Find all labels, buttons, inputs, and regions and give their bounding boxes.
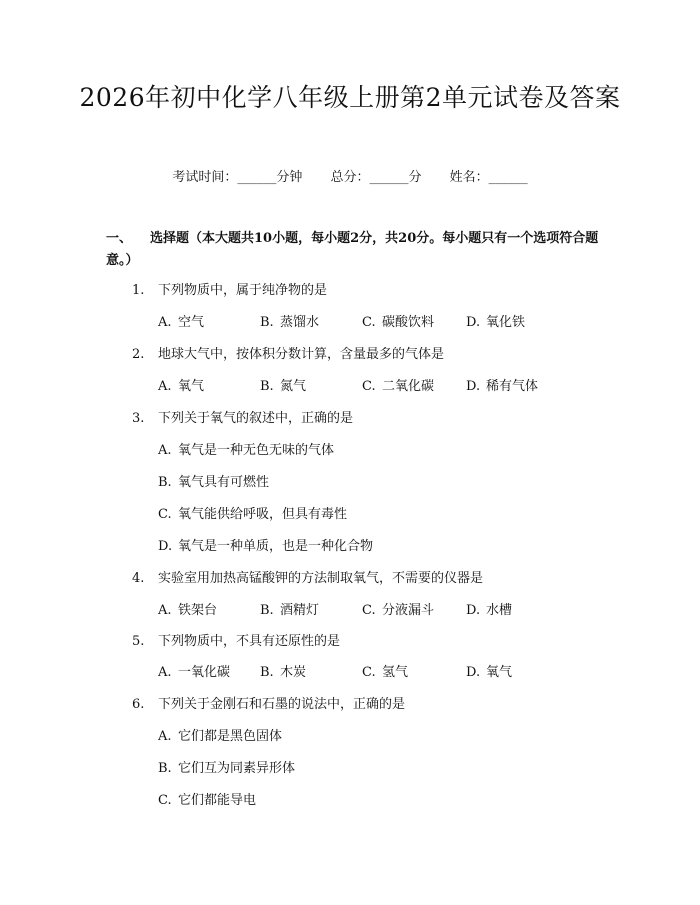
question-number: 3.	[132, 411, 145, 426]
option-item	[466, 314, 525, 332]
option-text: 空气	[178, 315, 205, 330]
option-letter: A.	[158, 315, 172, 330]
option-item	[466, 602, 512, 620]
page-title: 2026年初中化学八年级上册第2单元试卷及答案	[79, 83, 621, 112]
question-text: 实验室用加热高锰酸钾的方法制取氧气，不需要的仪器是	[158, 571, 484, 586]
section-number: 一、	[106, 231, 133, 246]
option-text: 氧气具有可燃性	[178, 475, 270, 490]
question-text: 下列物质中，不具有还原性的是	[158, 634, 341, 649]
question-stem	[132, 282, 327, 300]
option-text: 铁架台	[178, 603, 218, 618]
option-letter: C.	[158, 507, 172, 522]
option-text: 分液漏斗	[382, 603, 435, 618]
question-number: 6.	[132, 697, 145, 712]
option-item	[260, 378, 306, 396]
option-letter: A.	[158, 729, 172, 744]
option-item	[362, 378, 434, 396]
question-stem	[132, 346, 444, 364]
option-text: 氧气	[178, 379, 205, 394]
option-item	[158, 538, 373, 556]
option-item	[260, 664, 306, 682]
option-item	[158, 760, 295, 778]
question-stem	[132, 410, 353, 428]
option-text: 蒸馏水	[280, 315, 320, 330]
question-number: 5.	[132, 634, 145, 649]
option-letter: C.	[362, 379, 376, 394]
option-item	[466, 664, 512, 682]
option-item	[260, 314, 319, 332]
option-letter: D.	[466, 603, 481, 618]
section-instructions: 选择题（本大题共10小题，每小题2分，共20分。每小题只有一个选项符合题意。）	[106, 231, 599, 268]
exam-time-field: 考试时间：______分钟	[172, 170, 303, 185]
option-text: 氧气是一种无色无味的气体	[178, 443, 335, 458]
option-letter: A.	[158, 603, 172, 618]
option-item	[362, 314, 434, 332]
option-text: 氧气	[486, 665, 513, 680]
option-letter: B.	[260, 603, 274, 618]
option-letter: C.	[158, 793, 172, 808]
option-text: 它们互为同素异形体	[178, 761, 296, 776]
option-letter: A.	[158, 665, 172, 680]
option-item	[158, 792, 256, 810]
option-letter: C.	[362, 315, 376, 330]
option-item	[362, 664, 408, 682]
option-text: 木炭	[280, 665, 307, 680]
option-item	[158, 442, 334, 460]
option-text: 一氧化碳	[178, 665, 231, 680]
option-letter: D.	[466, 315, 481, 330]
option-letter: B.	[260, 665, 274, 680]
option-letter: D.	[466, 379, 481, 394]
option-item	[158, 728, 282, 746]
option-text: 它们都是黑色固体	[178, 729, 283, 744]
option-letter: B.	[158, 761, 172, 776]
section-heading	[106, 228, 606, 272]
option-item	[158, 506, 347, 524]
question-number: 2.	[132, 347, 145, 362]
option-item	[158, 664, 230, 682]
question-number: 4.	[132, 571, 145, 586]
option-letter: A.	[158, 379, 172, 394]
option-text: 氧气是一种单质，也是一种化合物	[178, 539, 374, 554]
option-item	[158, 378, 204, 396]
option-item	[362, 602, 434, 620]
option-letter: B.	[260, 379, 274, 394]
total-score-field: 总分：______分	[330, 170, 422, 185]
option-text: 氧气能供给呼吸，但具有毒性	[178, 507, 348, 522]
option-text: 氧化铁	[486, 315, 526, 330]
option-item	[466, 378, 538, 396]
option-text: 酒精灯	[280, 603, 320, 618]
option-text: 氢气	[382, 665, 409, 680]
student-name-field: 姓名：______	[449, 170, 528, 185]
option-letter: C.	[362, 665, 376, 680]
question-text: 下列关于金刚石和石墨的说法中，正确的是	[158, 697, 406, 712]
question-text: 地球大气中，按体积分数计算，含量最多的气体是	[158, 347, 445, 362]
exam-info-line	[0, 168, 700, 188]
option-letter: A.	[158, 443, 172, 458]
option-item	[158, 474, 269, 492]
option-letter: D.	[466, 665, 481, 680]
option-text: 氮气	[280, 379, 307, 394]
question-stem	[132, 570, 483, 588]
option-text: 稀有气体	[486, 379, 539, 394]
option-text: 碳酸饮料	[382, 315, 435, 330]
question-stem	[132, 696, 405, 714]
question-text: 下列关于氧气的叙述中，正确的是	[158, 411, 354, 426]
option-item	[158, 602, 217, 620]
option-letter: D.	[158, 539, 173, 554]
option-item	[158, 314, 204, 332]
option-text: 二氧化碳	[382, 379, 435, 394]
question-number: 1.	[132, 283, 145, 298]
option-letter: B.	[158, 475, 172, 490]
option-letter: C.	[362, 603, 376, 618]
question-text: 下列物质中，属于纯净物的是	[158, 283, 328, 298]
option-text: 它们都能导电	[178, 793, 257, 808]
question-stem	[132, 633, 340, 651]
option-letter: B.	[260, 315, 274, 330]
option-text: 水槽	[486, 603, 513, 618]
option-item	[260, 602, 319, 620]
